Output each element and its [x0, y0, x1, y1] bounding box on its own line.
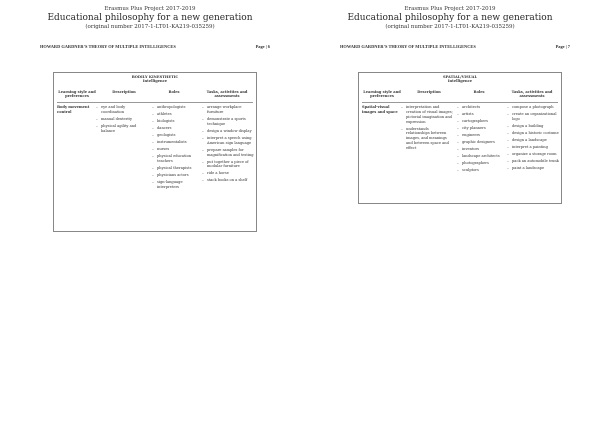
list-item: – physical education teachers: [152, 154, 200, 164]
list-item: – city planners: [457, 126, 505, 131]
list-item: – interpretation and creation of visual images; pictorial imagination and expression: [401, 105, 453, 124]
list-item: – design a window display: [202, 129, 254, 134]
table-caption: [359, 75, 561, 84]
list-item: – eye and body coordination: [96, 105, 146, 115]
list-item: – physicians actors: [152, 173, 200, 178]
list-item: – design a building: [507, 124, 559, 129]
list-item: – geologists: [152, 133, 200, 138]
section-title: HOWARD GARDNER’S THEORY OF MULTIPLE INTELLIGENCES: [40, 44, 176, 49]
list-item: – manual dexterity: [96, 117, 146, 122]
column-header-learning-style: Learning style and preferences: [58, 90, 96, 99]
header-divider: [362, 102, 558, 103]
page-number: Page | 7: [555, 44, 570, 49]
column-header-description: Description: [112, 90, 136, 94]
column-header-roles: Roles: [473, 90, 485, 94]
header-project: Erasmus Plus Project 2017-2019: [404, 6, 496, 12]
table-caption-line: BODILY KINESTHETIC: [131, 75, 179, 79]
tasks-cell: [507, 105, 559, 173]
list-item: – design a landscape: [507, 138, 559, 143]
list-item: – sign-language interpreters: [152, 180, 200, 190]
intelligence-table: [358, 72, 562, 204]
header-project: Erasmus Plus Project 2017-2019: [104, 6, 196, 12]
roles-cell: [152, 105, 200, 192]
list-item: – interpret a speech using American sign language: [202, 136, 254, 146]
tasks-cell: [202, 105, 254, 185]
header-project-number: (original number 2017-1-LT01-KA219-035259): [85, 24, 215, 30]
page-number: Page | 6: [255, 44, 270, 49]
list-item: – pack an automobile trunk: [507, 159, 559, 164]
list-item: – physical agility and balance: [96, 124, 146, 134]
description-cell: [96, 105, 146, 136]
list-item: – photographers: [457, 161, 505, 166]
list-item: – athletes: [152, 112, 200, 117]
header-divider: [57, 102, 253, 103]
list-item: – demonstrate a sports technique: [202, 117, 254, 127]
list-item: – create an organizational logo: [507, 112, 559, 122]
intelligence-table: [53, 72, 257, 232]
list-item: – interpret a painting: [507, 145, 559, 150]
section-heading: [340, 44, 570, 54]
column-header-description: Description: [417, 90, 441, 94]
list-item: – compose a photograph: [507, 105, 559, 110]
header-title: Educational philosophy for a new generation: [347, 13, 553, 23]
list-item: – put together a piece of modular furniture: [202, 160, 254, 170]
list-item: – prepare samples for magnification and testing: [202, 148, 254, 158]
list-item: – physical therapists: [152, 166, 200, 171]
list-item: – design a historic costume: [507, 131, 559, 136]
list-item: – organize a storage room: [507, 152, 559, 157]
section-title: HOWARD GARDNER’S THEORY OF MULTIPLE INTELLIGENCES: [340, 44, 476, 49]
table-caption-line: Intelligence: [142, 79, 168, 84]
list-item: – sculptors: [457, 168, 505, 173]
learning-style-cell: Spatial-visual images and space: [362, 105, 398, 114]
header-project-number: (original number 2017-1-LT01-KA219-035259): [385, 24, 515, 30]
learning-style-cell: Body movement control: [57, 105, 90, 114]
list-item: – anthropologists: [152, 105, 200, 110]
list-item: – inventors: [457, 147, 505, 152]
list-item: – engineers: [457, 133, 505, 138]
list-item: – graphic designers: [457, 140, 505, 145]
list-item: – architects: [457, 105, 505, 110]
table-caption-line: SPATIAL/VISUAL: [442, 75, 477, 79]
list-item: – artists: [457, 112, 505, 117]
list-item: – cartographers: [457, 119, 505, 124]
header-title: Educational philosophy for a new generation: [47, 13, 253, 23]
roles-cell: [457, 105, 505, 175]
description-cell: [401, 105, 453, 153]
list-item: – biologists: [152, 119, 200, 124]
document-page-right: [300, 0, 600, 424]
list-item: – nurses: [152, 147, 200, 152]
list-item: – instrumentalists: [152, 140, 200, 145]
list-item: – stack books on a shelf: [202, 178, 254, 183]
list-item: – ride a horse: [202, 171, 254, 176]
column-header-tasks: Tasks, activities and assessments: [206, 90, 248, 99]
table-caption: [54, 75, 256, 84]
list-item: – paint a landscape: [507, 166, 559, 171]
list-item: – dancers: [152, 126, 200, 131]
list-item: – landscape architects: [457, 154, 505, 159]
section-heading: [40, 44, 270, 54]
column-header-roles: Roles: [168, 90, 180, 94]
column-header-learning-style: Learning style and preferences: [363, 90, 401, 99]
list-item: – arrange workplace furniture: [202, 105, 254, 115]
table-caption-line: Intelligence: [447, 79, 473, 84]
column-header-tasks: Tasks, activities and assessments: [511, 90, 553, 99]
list-item: – understands relationships between images, and meanings and between space and effect: [401, 127, 453, 151]
